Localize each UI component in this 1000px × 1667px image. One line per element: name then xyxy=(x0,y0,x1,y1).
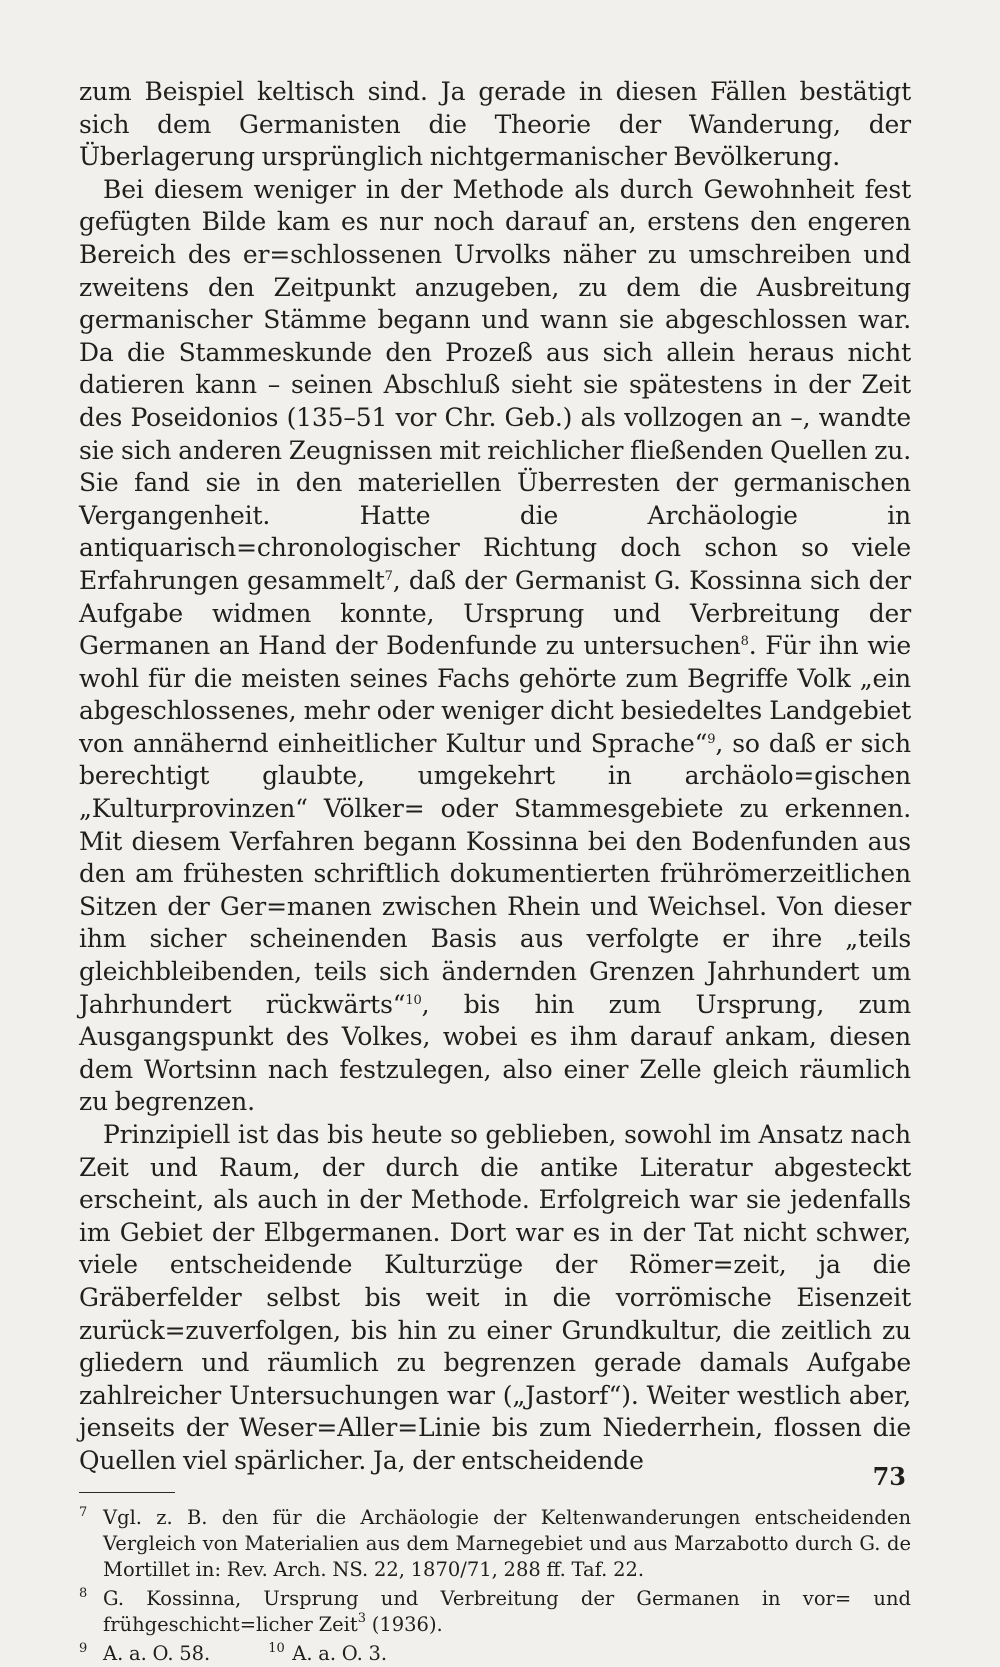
footnote-number: 10 xyxy=(268,1640,285,1656)
footnote-reference[interactable]: 7 xyxy=(384,568,393,584)
footnote-number: 9 xyxy=(79,1640,88,1656)
footnote-text: G. Kossinna, Ursprung und Verbreitung der Germanen in vor= und frühgeschicht=licher Zeit xyxy=(103,1586,911,1636)
footnote-text: Vgl. z. B. den für die Archäologie der Keltenwanderungen entscheidenden Vergleich von Materialien aus dem Marnegebiet und aus Marzabotto durch G. de Mortillet in: Rev. Arch. NS. 22, 1870/71, 288 ff. Taf. 22. xyxy=(103,1505,911,1581)
paragraph-text: Bei diesem weniger in der Methode als durch Gewohnheit fest gefügten Bilde kam es nur noch darauf an, erstens den engeren Bereich des er=schlossenen Urvolks näher zu umschreiben und zweitens den Zeitpunkt anzugeben, zu dem die Ausbreitung germanischer Stämme begann und wann sie abgeschlossen war. Da die Stammeskunde den Prozeß aus sich allein heraus nicht datieren kann – seinen Abschluß sieht sie spätestens in der Zeit des Poseidonios (135–51 vor Chr. Geb.) als vollzogen an –, wandte sie sich anderen Zeugnissen mit reichlicher fließenden Quellen zu. Sie fand sie in den materiellen Überresten der germanischen Vergangenheit. Hatte die Archäologie in antiquarisch=chronologischer Richtung doch schon so viele Erfahrungen gesammelt xyxy=(79,174,911,595)
paragraph xyxy=(79,1119,911,1478)
paragraph-text: , so daß er sich berechtigt glaubte, umgekehrt in archäolo=gischen „Kulturprovinzen“ Völker= oder Stammesgebiete zu erkennen. Mit diesem Verfahren begann Kossinna bei den Bodenfunden aus den am frühesten schriftlich dokumentierten frührömerzeitlichen Sitzen der Ger=manen zwischen Rhein und Weichsel. Von dieser ihm sicher scheinenden Basis aus verfolgte er ihre „teils gleichbleibenden, teils sich ändernden Grenzen Jahrhundert um Jahrhundert rückwärts“ xyxy=(79,728,911,1019)
footnote-text: A. a. O. 58. xyxy=(103,1641,211,1665)
paragraph xyxy=(79,174,911,1119)
footnote-divider xyxy=(79,1492,175,1493)
footnote-text: A. a. O. 3. xyxy=(292,1641,388,1665)
footnote-number: 8 xyxy=(79,1585,88,1601)
footnote-9-10 xyxy=(79,1641,911,1667)
footnote-10 xyxy=(268,1641,387,1667)
footnote-reference[interactable]: 10 xyxy=(405,992,422,1008)
footnote-reference[interactable]: 8 xyxy=(740,634,749,650)
footnote-8 xyxy=(79,1586,911,1638)
footnote-7 xyxy=(79,1505,911,1583)
paragraph-text: , bis hin zum Ursprung, zum Ausgangspunkt des Volkes, wobei es ihm darauf ankam, diesen dem Wortsinn nach festzulegen, also einer Zelle gleich räumlich zu begrenzen. xyxy=(79,989,911,1117)
edition-superscript: 3 xyxy=(357,1610,367,1626)
footnote-number: 7 xyxy=(79,1504,88,1520)
footnote-text-after: (1936). xyxy=(366,1612,443,1636)
footnotes xyxy=(79,1505,911,1667)
body-text xyxy=(79,76,911,1478)
paragraph-text: , daß der Germanist G. Kossinna sich der Aufgabe widmen konnte, Ursprung und Verbreitung der Germanen an Hand der Bodenfunde zu untersuchen xyxy=(79,565,911,661)
paragraph-text: Prinzipiell ist das bis heute so geblieben, sowohl im Ansatz nach Zeit und Raum, der durch die antike Literatur abgesteckt erscheint, als auch in der Methode. Erfolgreich war sie jedenfalls im Gebiet der Elbgermanen. Dort war es in der Tat nicht schwer, viele entscheidende Kulturzüge der Römer=zeit, ja die Gräberfelder selbst bis weit in die vorrömische Eisenzeit zurück=zuverfolgen, bis hin zu einer Grundkultur, die zeitlich zu gliedern und räumlich zu begrenzen gerade damals Aufgabe zahlreicher Untersuchungen war („Jastorf“). Weiter westlich aber, jenseits der Weser=Aller=Linie bis zum Niederrhein, flossen die Quellen viel spärlicher. Ja, der entscheidende xyxy=(79,1120,911,1475)
paragraph xyxy=(79,76,911,174)
page-number: 73 xyxy=(872,1462,906,1491)
footnote-reference[interactable]: 9 xyxy=(707,731,716,747)
paragraph-text: zum Beispiel keltisch sind. Ja gerade in diesen Fällen bestätigt sich dem Germanisten die Theorie der Wanderung, der Überlagerung ursprünglich nichtgermanischer Bevölkerung. xyxy=(79,77,911,172)
paragraph-text: . Für ihn wie wohl für die meisten seines Fachs gehörte zum Begriffe Volk „ein abgeschlossenes, mehr oder weniger dicht besiedeltes Landgebiet von annähernd einheitlicher Kultur und Sprache“ xyxy=(79,631,911,758)
